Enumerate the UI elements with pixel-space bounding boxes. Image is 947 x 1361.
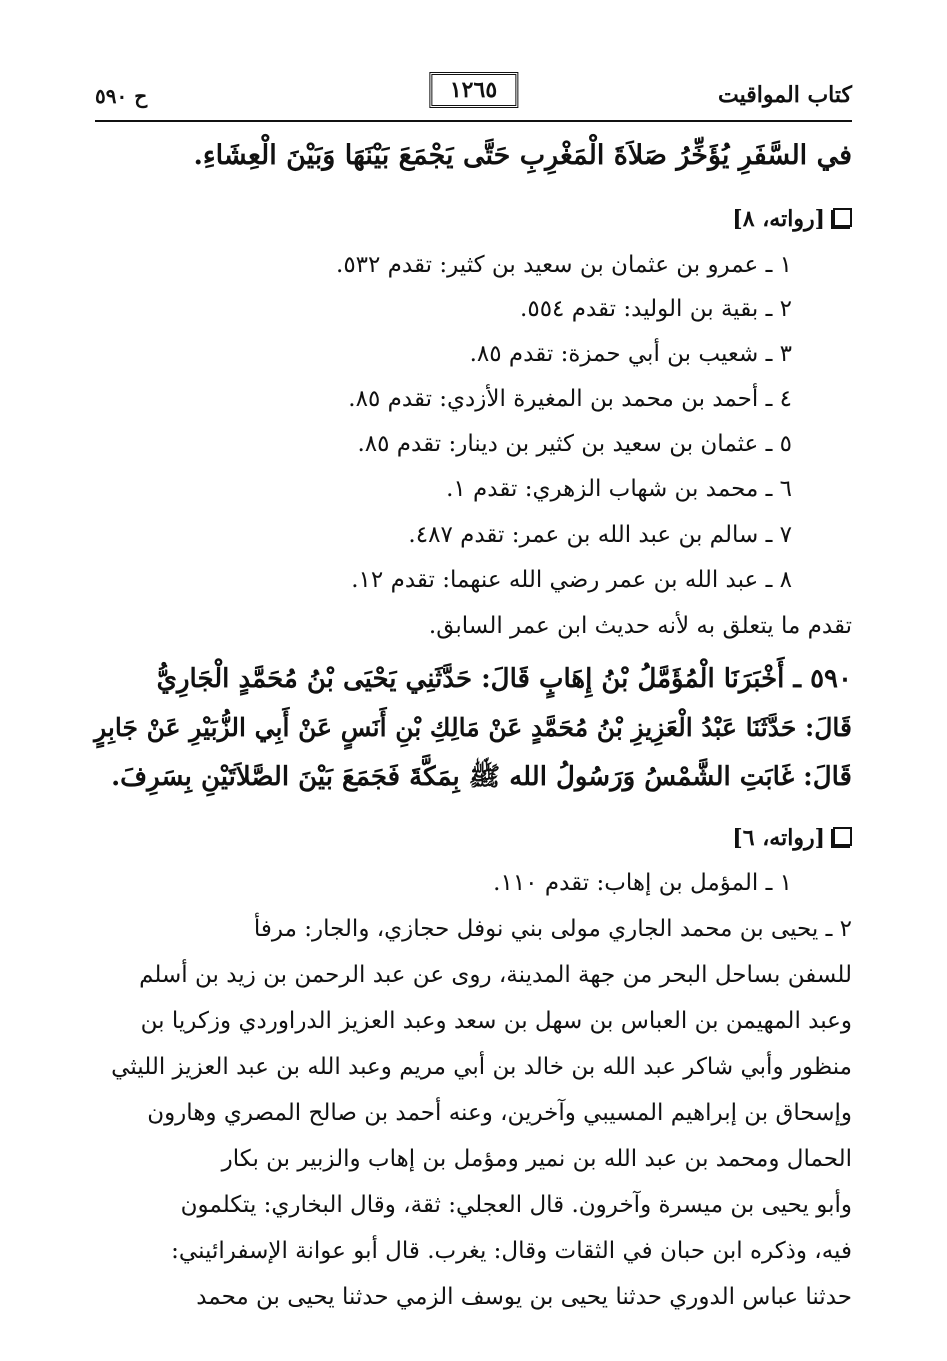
- narrator-item: ٦ ـ محمد بن شهاب الزهري: تقدم ١.: [446, 476, 792, 502]
- section-title: [رواته، ٦]: [732, 825, 825, 851]
- section-heading-narrators-6: [95, 825, 852, 851]
- square-bullet-icon: [833, 827, 852, 846]
- book-title: كتاب المواقيت: [718, 82, 852, 108]
- section-heading-narrators-8: [95, 206, 852, 232]
- narrator-item: ٤ ـ أحمد بن محمد بن المغيرة الأزدي: تقدم ٨٥.: [348, 386, 792, 412]
- header-rule: [95, 120, 852, 122]
- narrator-item: ٧ ـ سالم بن عبد الله بن عمر: تقدم ٤٨٧.: [408, 522, 792, 548]
- paragraph-line: حدثنا عباس الدوري حدثنا يحيى بن يوسف الزمي حدثنا يحيى بن محمد: [196, 1284, 852, 1310]
- narrator-item: ١ ـ عمرو بن عثمان بن سعيد بن كثير: تقدم ٥٣٢.: [336, 252, 792, 278]
- paragraph-line: وعبد المهيمن بن العباس بن سهل بن سعد وعبد العزيز الدراوردي وزكريا بن: [140, 1008, 852, 1034]
- page-header: [95, 72, 852, 116]
- page-number: ١٢٦٥: [429, 72, 518, 108]
- hadith-text-line: ٥٩٠ ـ أَخْبَرَنَا الْمُؤَمَّلُ بْنُ إِهَابٍ قَالَ: حَدَّثَنِي يَحْيَى بْنُ مُحَمَّدٍ الْجَارِيُّ: [156, 664, 852, 694]
- paragraph-line: فيه، وذكره ابن حبان في الثقات وقال: يغرب. قال أبو عوانة الإسفرائيني:: [171, 1238, 852, 1264]
- narrator-item: ٥ ـ عثمان بن سعيد بن كثير بن دينار: تقدم ٨٥.: [357, 431, 792, 457]
- paragraph-line: ٢ ـ يحيى بن محمد الجاري مولى بني نوفل حجازي، والجار: مرفأ: [253, 916, 852, 942]
- narrator-item: ٨ ـ عبد الله بن عمر رضي الله عنهما: تقدم ١٢.: [351, 567, 792, 593]
- paragraph-line: الحمال ومحمد بن عبد الله بن نمير ومؤمل بن إهاب والزبير بن بكار: [221, 1146, 852, 1172]
- paragraph-line: منظور وأبي شاكر عبد الله بن خالد بن أبي مريم وعبد الله بن عبد العزيز الليثي: [111, 1054, 852, 1080]
- paragraph-line: وإسحاق بن إبراهيم المسيبي وآخرين، وعنه أحمد بن صالح المصري وهارون: [147, 1100, 852, 1126]
- paragraph-line: وأبو يحيى بن ميسرة وآخرون. قال العجلي: ثقة، وقال البخاري: يتكلمون: [180, 1192, 852, 1218]
- hadith-text-line: قَالَ: غَابَتِ الشَّمْسُ وَرَسُولُ الله ﷺ بِمَكَّةَ فَجَمَعَ بَيْنَ الصَّلاَتَيْنِ بِسَرِفَ.: [111, 762, 852, 792]
- square-bullet-icon: [833, 208, 852, 227]
- narrator-item: ١ ـ المؤمل بن إهاب: تقدم ١١٠.: [493, 870, 792, 896]
- section-note: تقدم ما يتعلق به لأنه حديث ابن عمر السابق.: [428, 613, 852, 639]
- narrator-item: ٢ ـ بقية بن الوليد: تقدم ٥٥٤.: [520, 296, 792, 322]
- paragraph-line: للسفن بساحل البحر من جهة المدينة، روى عن عبد الرحمن بن زيد بن أسلم: [139, 962, 852, 988]
- hadith-continuation: في السَّفَرِ يُؤَخِّرُ صَلاَةَ الْمَغْرِبِ حَتَّى يَجْمَعَ بَيْنَهَا وَبَيْنَ الْعِشَاءِ.: [193, 140, 852, 171]
- hadith-reference: ح ٥٩٠: [95, 84, 148, 108]
- section-title: [رواته، ٨]: [732, 206, 825, 232]
- narrator-item: ٣ ـ شعيب بن أبي حمزة: تقدم ٨٥.: [469, 341, 792, 367]
- hadith-text-line: قَالَ: حَدَّثَنَا عَبْدُ الْعَزِيزِ بْنُ مُحَمَّدٍ عَنْ مَالِكِ بْنِ أَنَسٍ عَنْ أَبِي الزُّبَيْرِ عَنْ جَابِرٍ: [94, 713, 852, 742]
